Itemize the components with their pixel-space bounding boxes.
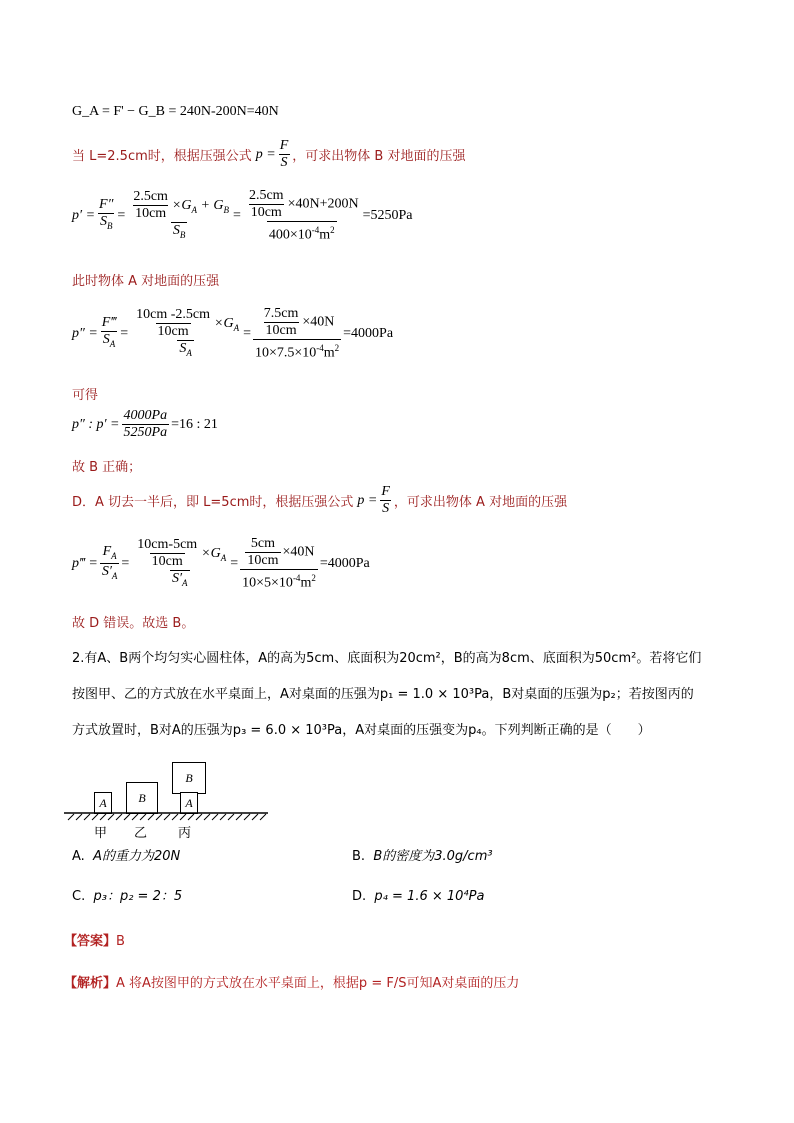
figure-label-bing: 丙 — [178, 826, 192, 841]
d-option-line: D．A 切去一半后，即 L=5cm时，根据压强公式 p = $\frac{F}{S}$ ，可求出物体 A 对地面的压强 — [72, 484, 568, 516]
question-line-2: 按图甲、乙的方式放在水平桌面上，A对桌面的压强为p₁ = 1.0 × 10³Pa，B对桌面的压强为p₂；若按图丙的 — [72, 687, 694, 702]
figure-diagram — [64, 760, 274, 840]
p-prime-equation: p′ = $\frac{F''}{S_B}$ = $\frac{2.5cm}{10cm}$ $\times G_A + G_B$ $S_B$ = $\frac{2.5cm}{10cm}$ ×40N+200N $400\times 10^{-4}m^2$ =5250Pa — [72, 188, 413, 243]
p-triple-prime-equation: p‴ = $\frac{F_A}{S'_A}$ = $\frac{10cm-5cm}{10cm}$ $\times G_A$ $S'_A$ = $\frac{5cm}{10cm}$ ×40N $10\times 5\times 10^{-4}m^2$ =4000Pa — [72, 536, 370, 591]
option-a: A. A的重力为20N — [72, 849, 181, 864]
figure-label-jia: 甲 — [94, 826, 108, 841]
figure-label-yi: 乙 — [134, 826, 148, 841]
ratio-equation: p″ : p′ = $\frac{4000Pa}{5250Pa}$ =16 : 21 — [72, 408, 218, 440]
figure-bing-box-a: A — [180, 792, 198, 814]
d-wrong-line: 故 D 错误。故选 B。 — [72, 616, 195, 631]
answer-line: 【答案】B — [64, 934, 125, 949]
figure-bing-box-b: B — [172, 762, 206, 794]
can-get-line: 可得 — [72, 388, 99, 403]
ga-equation: G_A = F' − G_B = 240N-200N=40N — [72, 104, 279, 119]
option-d: D. p₄ = 1.6 × 10⁴Pa — [352, 889, 485, 904]
question-line-3: 方式放置时，B对A的压强为p₃ = 6.0 × 10³Pa，A对桌面的压强变为p₄。下列判断正确的是（ ） — [72, 723, 651, 738]
b-correct-line: 故 B 正确； — [72, 460, 142, 475]
option-c: C. p₃：p₂ = 2：5 — [72, 889, 183, 904]
figure-yi-box-b: B — [126, 782, 158, 814]
figure-jia-box-a: A — [94, 792, 112, 814]
question-line-1: 2.有A、B两个均匀实心圆柱体，A的高为5cm、底面积为20cm²，B的高为8cm、底面积为50cm²。若将它们 — [72, 651, 702, 666]
this-time-a-line: 此时物体 A 对地面的压强 — [72, 274, 220, 289]
when-l25-line: 当 L=2.5cm时，根据压强公式 p = $\frac{F}{S}$ ，可求出物体 B 对地面的压强 — [72, 138, 466, 170]
p-double-prime-equation: p″ = $\frac{F‴}{S_A}$ = $\frac{10cm -2.5cm}{10cm}$ $\times G_A$ $S_A$ = $\frac{7.5cm}{10cm}$ ×40N $10\times 7.5\times 10^{-4}m^2$ =4000Pa — [72, 306, 394, 361]
ground-line — [64, 812, 270, 822]
option-b: B. B的密度为3.0g/cm³ — [352, 849, 493, 864]
analysis-line: 【解析】A 将A按图甲的方式放在水平桌面上，根据p = F/S可知A对桌面的压力 — [64, 976, 520, 991]
